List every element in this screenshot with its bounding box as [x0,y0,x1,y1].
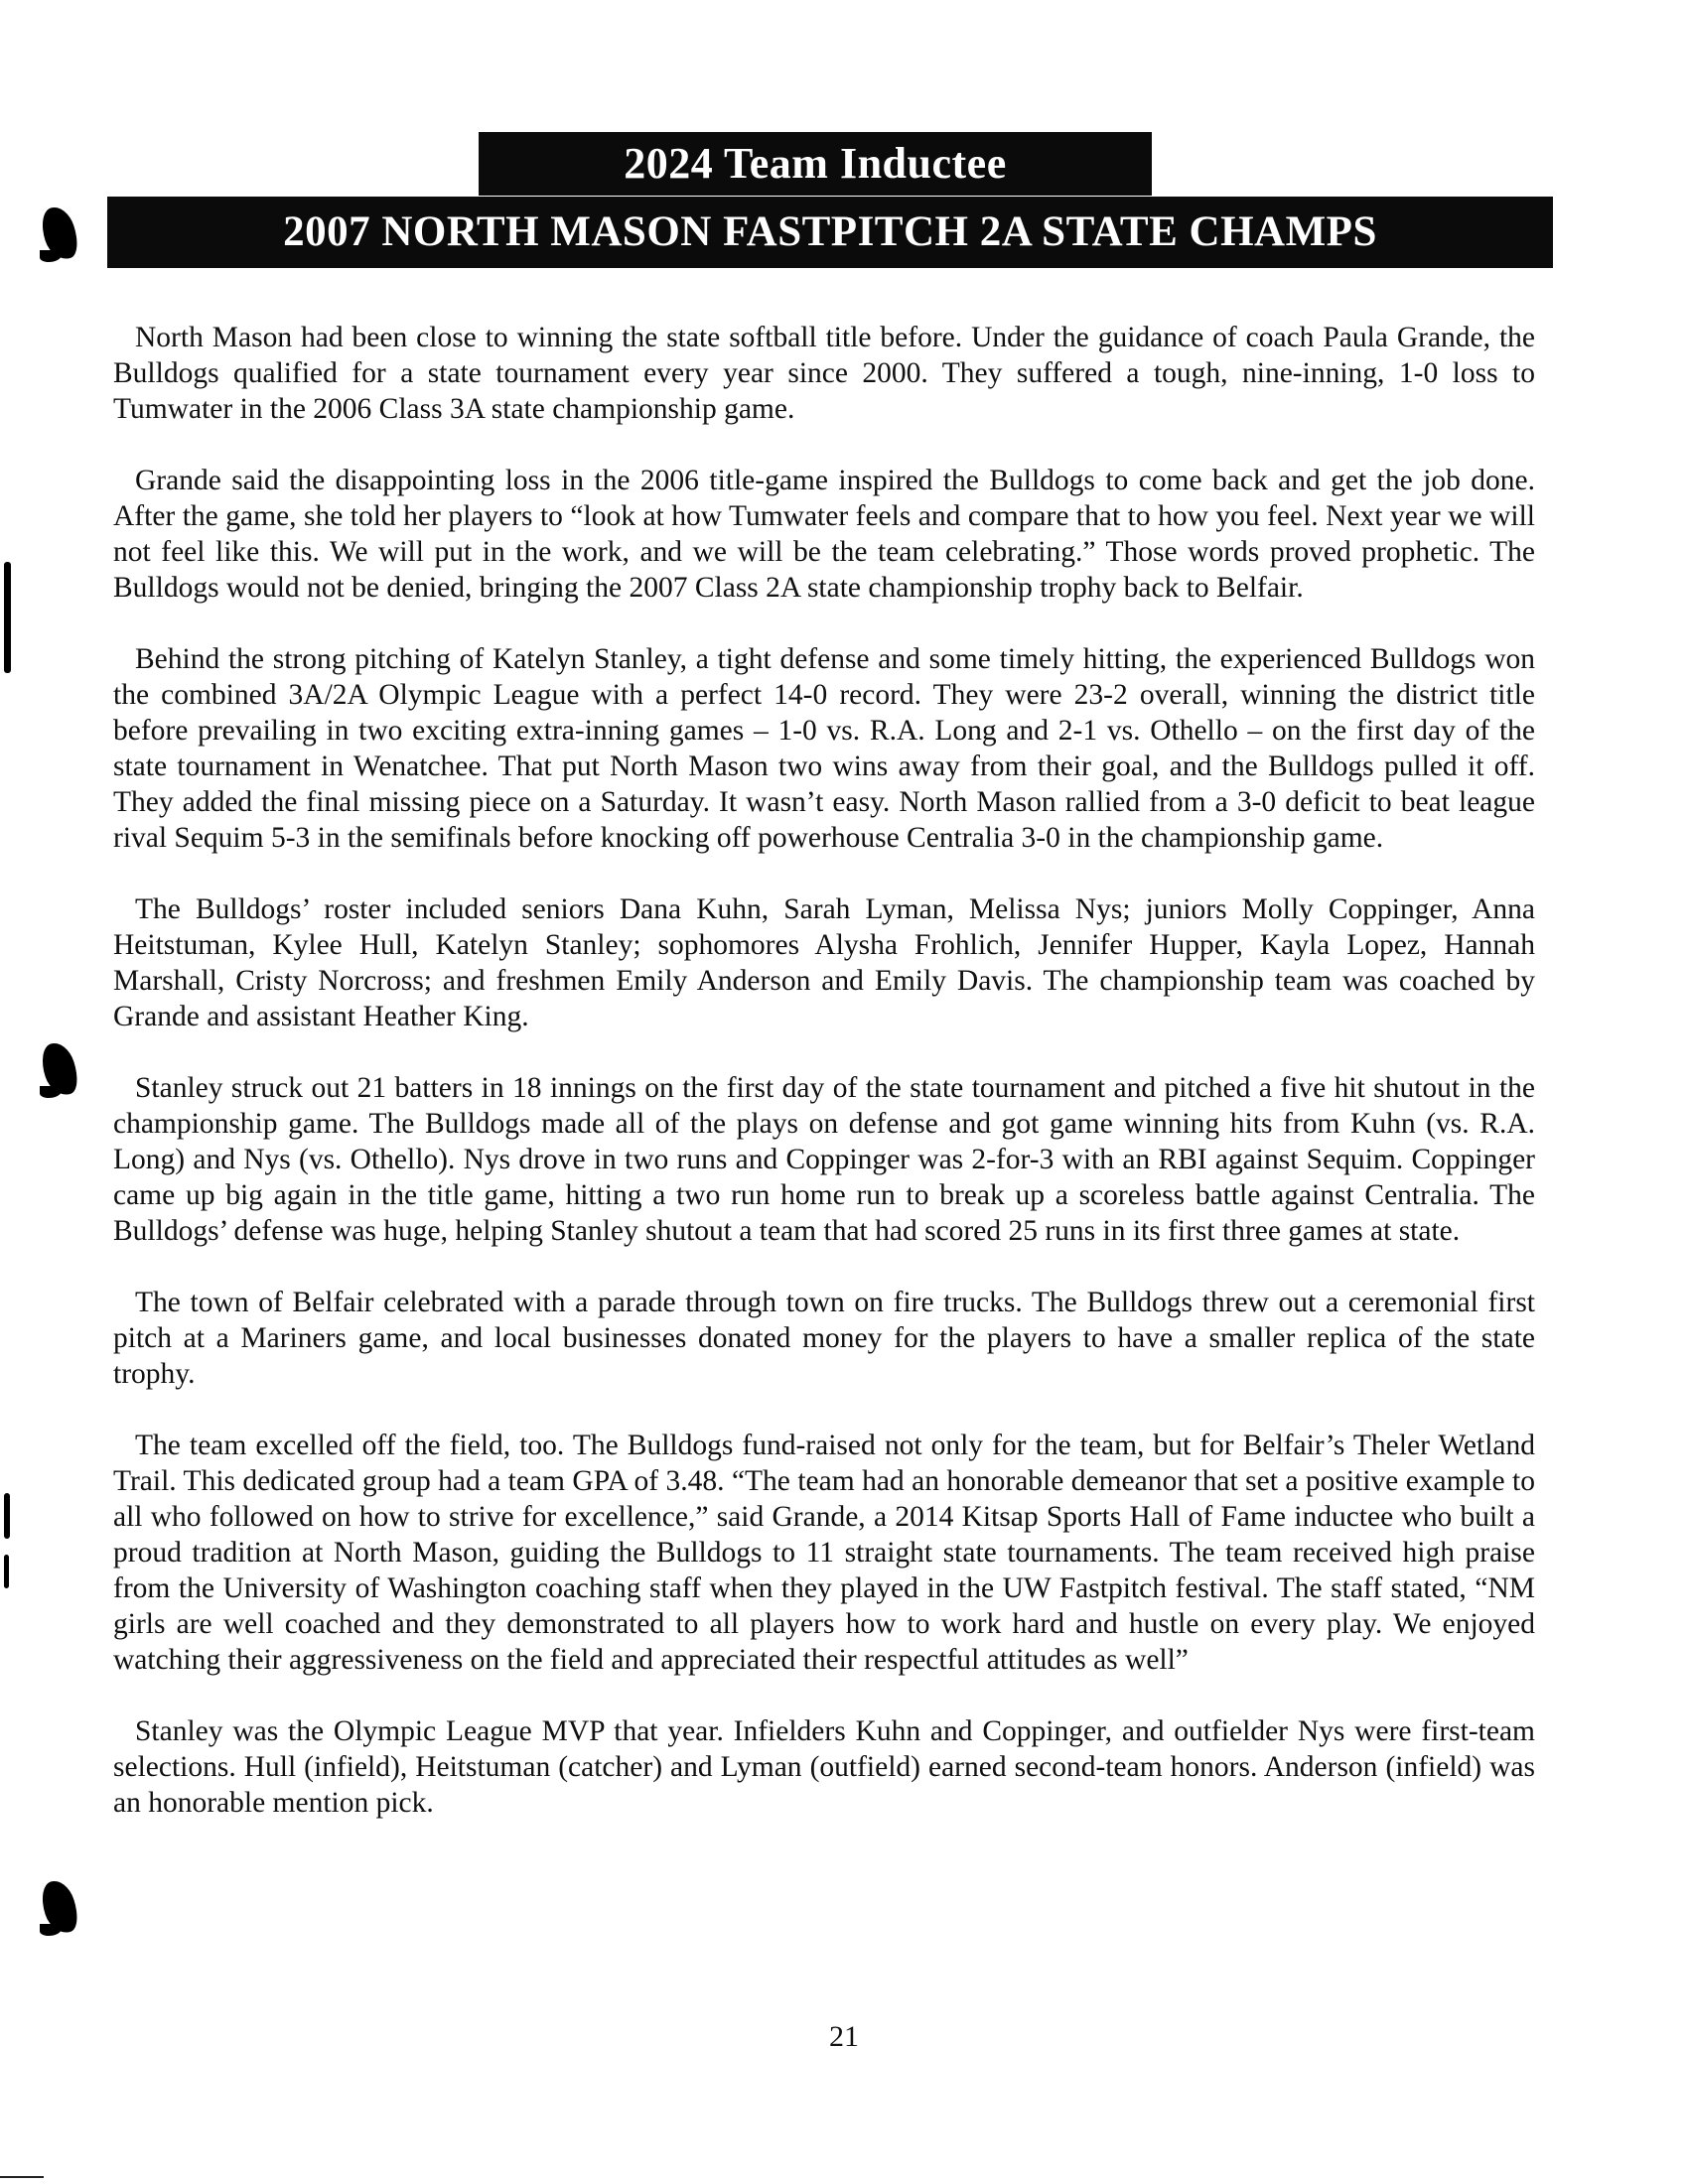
article-paragraph: The town of Belfair celebrated with a parade through town on fire trucks. The Bulldogs threw out a ceremonial first pitch at a Mariners game, and local businesses donated money for the players to have a smaller replica of the state trophy. [113,1287,1535,1390]
article-paragraph: Stanley struck out 21 batters in 18 innings on the first day of the state tournament and pitched a five hit shutout in the championship game. The Bulldogs made all of the plays on defense and got game winning hits from Kuhn (vs. R.A. Long) and Nys (vs. Othello). Nys drove in two runs and Coppinger was 2-for-3 with an RBI against Sequim. Coppinger came up big again in the title game, hitting a two run home run to break up a scoreless battle against Centralia. The Bulldogs’ defense was huge, helping Stanley shutout a team that had scored 25 runs in its first three games at state. [113,1072,1535,1247]
inductee-year-banner: 2024 Team Inductee [479,132,1152,196]
article-paragraph: Stanley was the Olympic League MVP that year. Infielders Kuhn and Coppinger, and outfielder Nys were first-team selections. Hull (infield), Heitstuman (catcher) and Lyman (outfield) earned second-team honors. Anderson (infield) was an honorable mention pick. [113,1715,1535,1819]
article-paragraph: Behind the strong pitching of Katelyn Stanley, a tight defense and some timely hitting, the experienced Bulldogs won the combined 3A/2A Olympic League with a perfect 14-0 record. They were 23-2 overall, winning the district title before prevailing in two exciting extra-inning games – 1-0 vs. R.A. Long and 2-1 vs. Othello – on the first day of the state tournament in Wenatchee. That put North Mason two wins away from their goal, and the Bulldogs pulled it off. They added the final missing piece on a Saturday. It wasn’t easy. North Mason rallied from a 3-0 deficit to beat league rival Sequim 5-3 in the semifinals before knocking off powerhouse Centralia 3-0 in the championship game. [113,643,1535,854]
scan-bar-left-lower-2 [4,1555,9,1588]
scan-bar-left-upper [4,562,11,673]
article-body [113,320,1535,1856]
scan-dash-bottom-left [0,2176,44,2178]
article-paragraph: The team excelled off the field, too. The Bulldogs fund-raised not only for the team, but for Belfair’s Theler Wetland Trail. This dedicated group had a team GPA of 3.48. “The team had an honorable demeanor that set a positive example to all who followed on how to strive for excellence,” said Grande, a 2014 Kitsap Sports Hall of Fame inductee who built a proud tradition at North Mason, guiding the Bulldogs to 11 straight state tournaments. The team received high praise from the University of Washington coaching staff when they played in the UW Fastpitch festival. The staff stated, “NM girls are well coached and they demonstrated to all players how to work hard and hustle on every play. We enjoyed watching their aggressiveness on the field and appreciated their respectful attitudes as well” [113,1430,1535,1676]
page-number: 21 [829,2020,859,2053]
scan-bar-left-lower-1 [4,1493,10,1539]
article-paragraph: North Mason had been close to winning the state softball title before. Under the guidance of coach Paula Grande, the Bulldogs qualified for a state tournament every year since 2000. They suffered a tough, nine-inning, 1-0 loss to Tumwater in the 2006 Class 3A state championship game. [113,322,1535,425]
article-paragraph: Grande said the disappointing loss in the 2006 title-game inspired the Bulldogs to come back and get the job done. After the game, she told her players to “look at how Tumwater feels and compare that to how you feel. Next year we will not feel like this. We will put in the work, and we will be the team celebrating.” Those words proved prophetic. The Bulldogs would not be denied, bringing the 2007 Class 2A state championship trophy back to Belfair. [113,465,1535,604]
article-paragraph: The Bulldogs’ roster included seniors Dana Kuhn, Sarah Lyman, Melissa Nys; juniors Molly Coppinger, Anna Heitstuman, Kylee Hull, Katelyn Stanley; sophomores Alysha Frohlich, Jennifer Hupper, Kayla Lopez, Hannah Marshall, Cristy Norcross; and freshmen Emily Anderson and Emily Davis. The championship team was coached by Grande and assistant Heather King. [113,893,1535,1032]
team-title-banner: 2007 NORTH MASON FASTPITCH 2A STATE CHAMPS [107,197,1553,268]
